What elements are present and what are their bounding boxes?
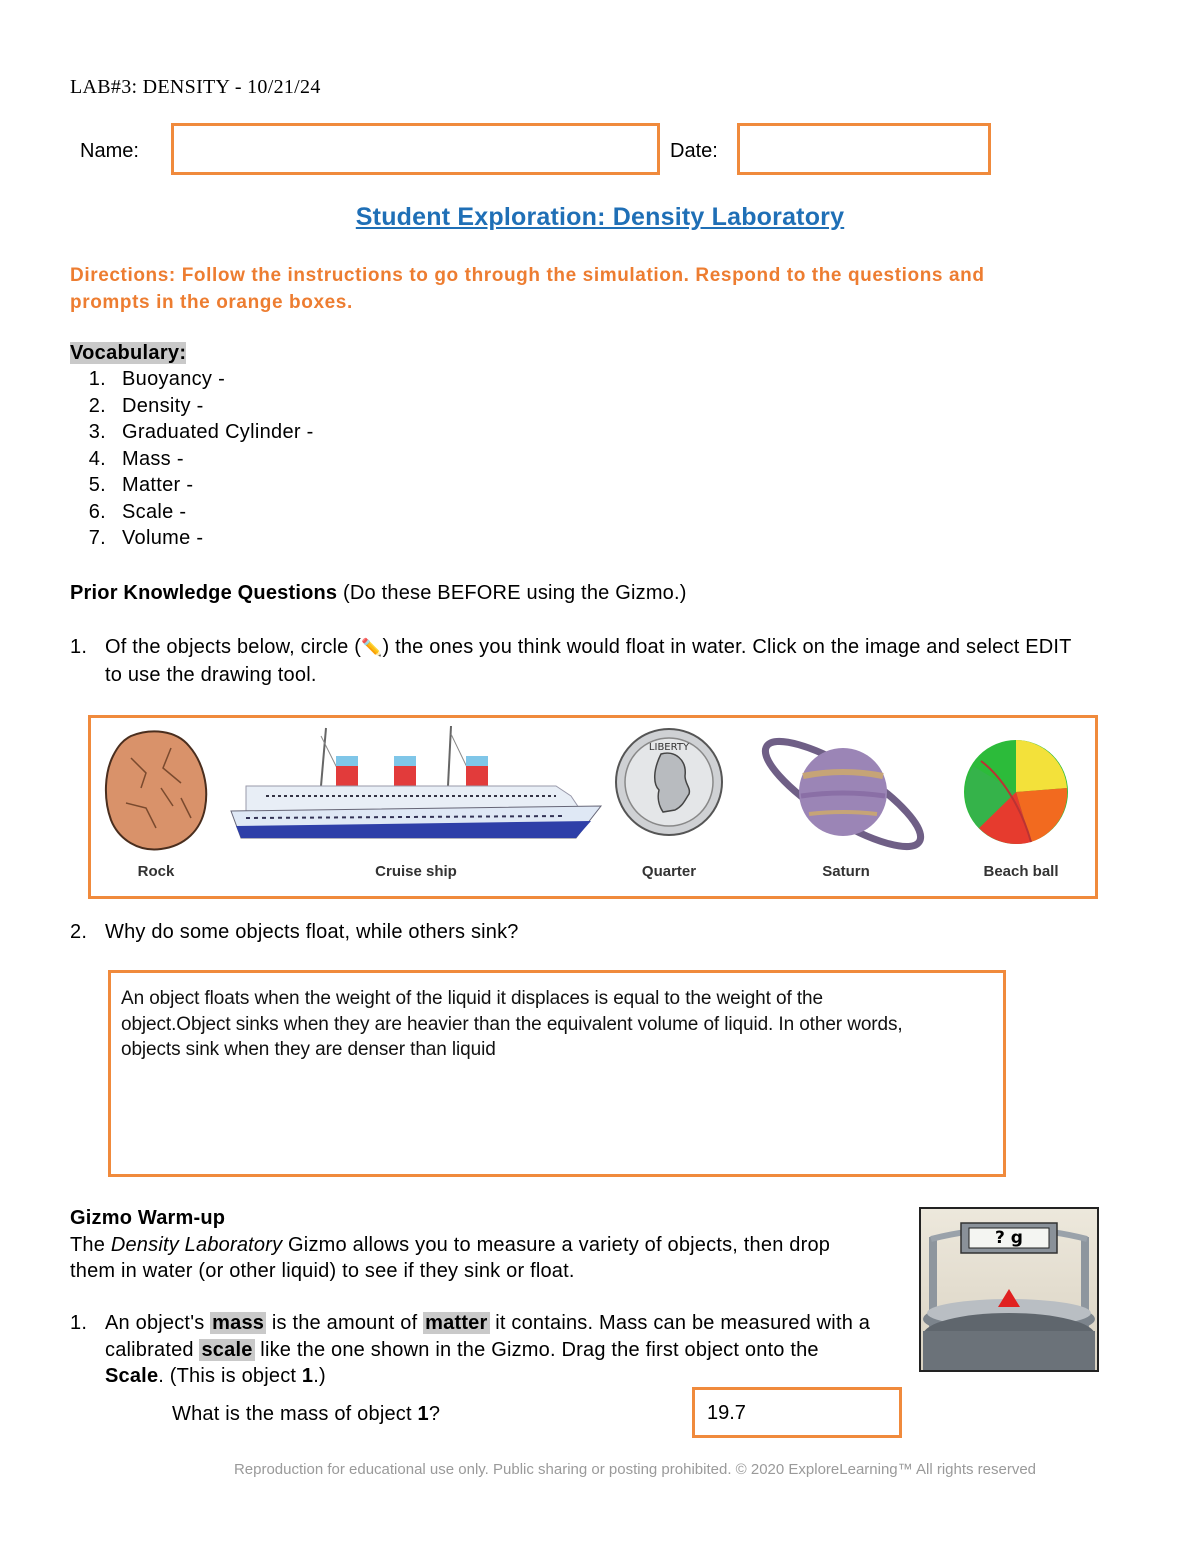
scale-display: ? g xyxy=(995,1228,1023,1248)
rock-image xyxy=(101,728,211,853)
q2-answer-box[interactable] xyxy=(108,970,1006,1177)
page-title: Student Exploration: Density Laboratory xyxy=(355,203,845,231)
prior-heading-line xyxy=(70,580,687,607)
beach-ball-label: Beach ball xyxy=(983,863,1059,880)
saturn-label: Saturn xyxy=(822,863,870,880)
vocab-item: 7. Volume - xyxy=(88,527,204,549)
prior-subheading: (Do these BEFORE using the Gizmo.) xyxy=(343,582,687,604)
pencil-icon: ✏️ xyxy=(361,638,383,657)
footer: Reproduction for educational use only. Public sharing or posting prohibited. © 2020 ExploreLearning™ All rights reserved xyxy=(233,1461,1037,1478)
mass-answer-field[interactable] xyxy=(692,1387,902,1438)
mass-question: What is the mass of object 1? xyxy=(172,1403,441,1425)
vocab-item: 6. Scale - xyxy=(88,500,187,523)
prior-question-2: 2. Why do some objects float, while others sink? xyxy=(70,921,519,943)
directions-line-2: prompts in the orange boxes. xyxy=(70,292,353,313)
warmup-section xyxy=(70,1205,910,1285)
prior-heading: Prior Knowledge Questions xyxy=(70,582,338,604)
lab-title: LAB#3: DENSITY - 10/21/24 xyxy=(70,76,321,98)
vocab-item: 5. Matter - xyxy=(88,474,194,496)
vocab-item: 3. Graduated Cylinder - xyxy=(88,421,314,443)
name-label: Name: xyxy=(80,140,139,162)
cruise-ship-label: Cruise ship xyxy=(375,863,457,880)
saturn-image xyxy=(751,724,936,859)
directions xyxy=(70,262,985,316)
warmup-question-1: 1. An object's mass is the amount of matter it contains. Mass can be measured with a calibrated scale like the one shown in the Gizmo. Drag the first object onto the Scale. (This is object 1.) xyxy=(70,1312,871,1387)
date-field[interactable] xyxy=(737,123,991,175)
vocab-item: 1. Buoyancy - xyxy=(88,368,226,390)
objects-image[interactable] xyxy=(88,715,1098,899)
q2-answer-text: An object floats when the weight of the liquid it displaces is equal to the weight of the object.Object sinks when they are heavier than the equivalent volume of liquid. In other words, objects sink when they are denser than liquid xyxy=(121,988,903,1060)
term-scale: scale xyxy=(201,1338,253,1361)
warmup-intro-line-2: them in water (or other liquid) to see if they sink or float. xyxy=(70,1260,575,1282)
term-mass: mass xyxy=(212,1312,265,1334)
mass-answer-value: 19.7 xyxy=(707,1402,746,1424)
term-matter: matter xyxy=(425,1312,488,1334)
warmup-intro: The Density Laboratory Gizmo allows you to measure a variety of objects, then drop xyxy=(70,1233,831,1256)
date-label: Date: xyxy=(670,140,718,162)
gizmo-scale-image xyxy=(919,1207,1099,1372)
name-field[interactable] xyxy=(171,123,660,175)
prior-question-1: 1. Of the objects below, circle (✏️) the ones you think would float in water. Click on the image and select EDIT to use the drawing tool. xyxy=(70,636,1072,686)
vocabulary-list xyxy=(70,368,314,554)
beach-ball-image xyxy=(961,736,1071,848)
svg-text:LIBERTY: LIBERTY xyxy=(648,742,690,753)
vocab-item: 2. Density - xyxy=(88,394,204,417)
quarter-label: Quarter xyxy=(641,863,697,880)
warmup-heading: Gizmo Warm-up xyxy=(70,1207,226,1229)
quarter-image xyxy=(613,726,725,838)
vocabulary-heading: Vocabulary: xyxy=(70,342,187,364)
rock-label: Rock xyxy=(137,863,175,880)
cruise-ship-image xyxy=(226,726,606,856)
directions-line-1: Directions: Follow the instructions to go through the simulation. Respond to the questions and xyxy=(70,265,985,286)
vocab-item: 4. Mass - xyxy=(88,447,184,470)
